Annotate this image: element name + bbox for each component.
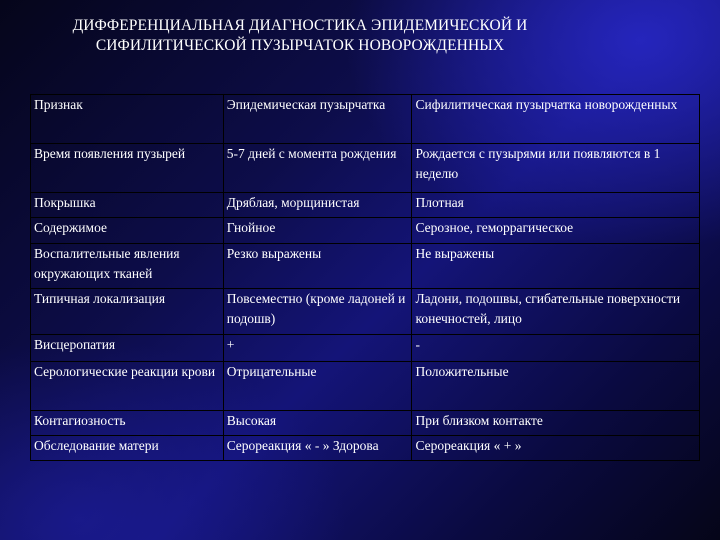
row-syphilitic-value: При близком контакте <box>412 411 700 436</box>
row-label: Типичная локализация <box>31 289 224 335</box>
header-cell-epidemic: Эпидемическая пузырчатка <box>223 95 412 144</box>
row-syphilitic-value: Рождается с пузырями или появляются в 1 неделю <box>412 144 700 193</box>
table-row <box>31 289 700 335</box>
row-epidemic-value: Сeрореакция « - » Здорова <box>223 436 412 461</box>
table-header-row <box>31 95 700 144</box>
table-row <box>31 244 700 289</box>
row-epidemic-value: Дряблая, морщинистая <box>223 193 412 218</box>
row-syphilitic-value: Серореакция « + » <box>412 436 700 461</box>
row-epidemic-value: 5-7 дней с момента рождения <box>223 144 412 193</box>
row-epidemic-value: Гнойное <box>223 218 412 244</box>
row-label: Висцеропатия <box>31 335 224 362</box>
table-row <box>31 436 700 461</box>
row-syphilitic-value: - <box>412 335 700 362</box>
slide-title <box>20 16 580 56</box>
table-row <box>31 411 700 436</box>
row-label: Покрышка <box>31 193 224 218</box>
row-label: Время появления пузырей <box>31 144 224 193</box>
row-label: Обследование матери <box>31 436 224 461</box>
row-epidemic-value: Резко выражены <box>223 244 412 289</box>
row-epidemic-value: Повсеместно (кроме ладоней и подошв) <box>223 289 412 335</box>
row-epidemic-value: + <box>223 335 412 362</box>
table-row <box>31 193 700 218</box>
table-row <box>31 218 700 244</box>
row-label: Контагиозность <box>31 411 224 436</box>
row-epidemic-value: Отрицательные <box>223 362 412 411</box>
slide-title-line-2: СИФИЛИТИЧЕСКОЙ ПУЗЫРЧАТОК НОВОРОЖДЕННЫХ <box>95 37 505 54</box>
row-syphilitic-value: Ладони, подошвы, сгибательные поверхности конечностей, лицо <box>412 289 700 335</box>
row-epidemic-value: Высокая <box>223 411 412 436</box>
row-label: Воспалительные явления окружающих тканей <box>31 244 224 289</box>
header-cell-sign: Признак <box>31 95 224 144</box>
header-cell-syphilitic: Сифилитическая пузырчатка новорожденных <box>412 95 700 144</box>
row-label: Серологические реакции крови <box>31 362 224 411</box>
slide-title-line-1: ДИФФЕРЕНЦИАЛЬНАЯ ДИАГНОСТИКА ЭПИДЕМИЧЕСКОЙ И <box>72 17 528 34</box>
row-label: Содержимое <box>31 218 224 244</box>
table-row <box>31 362 700 411</box>
row-syphilitic-value: Плотная <box>412 193 700 218</box>
table-row <box>31 144 700 193</box>
row-syphilitic-value: Серозное, геморрагическое <box>412 218 700 244</box>
table-row <box>31 335 700 362</box>
row-syphilitic-value: Положительные <box>412 362 700 411</box>
row-syphilitic-value: Не выражены <box>412 244 700 289</box>
diagnosis-table <box>30 94 700 461</box>
